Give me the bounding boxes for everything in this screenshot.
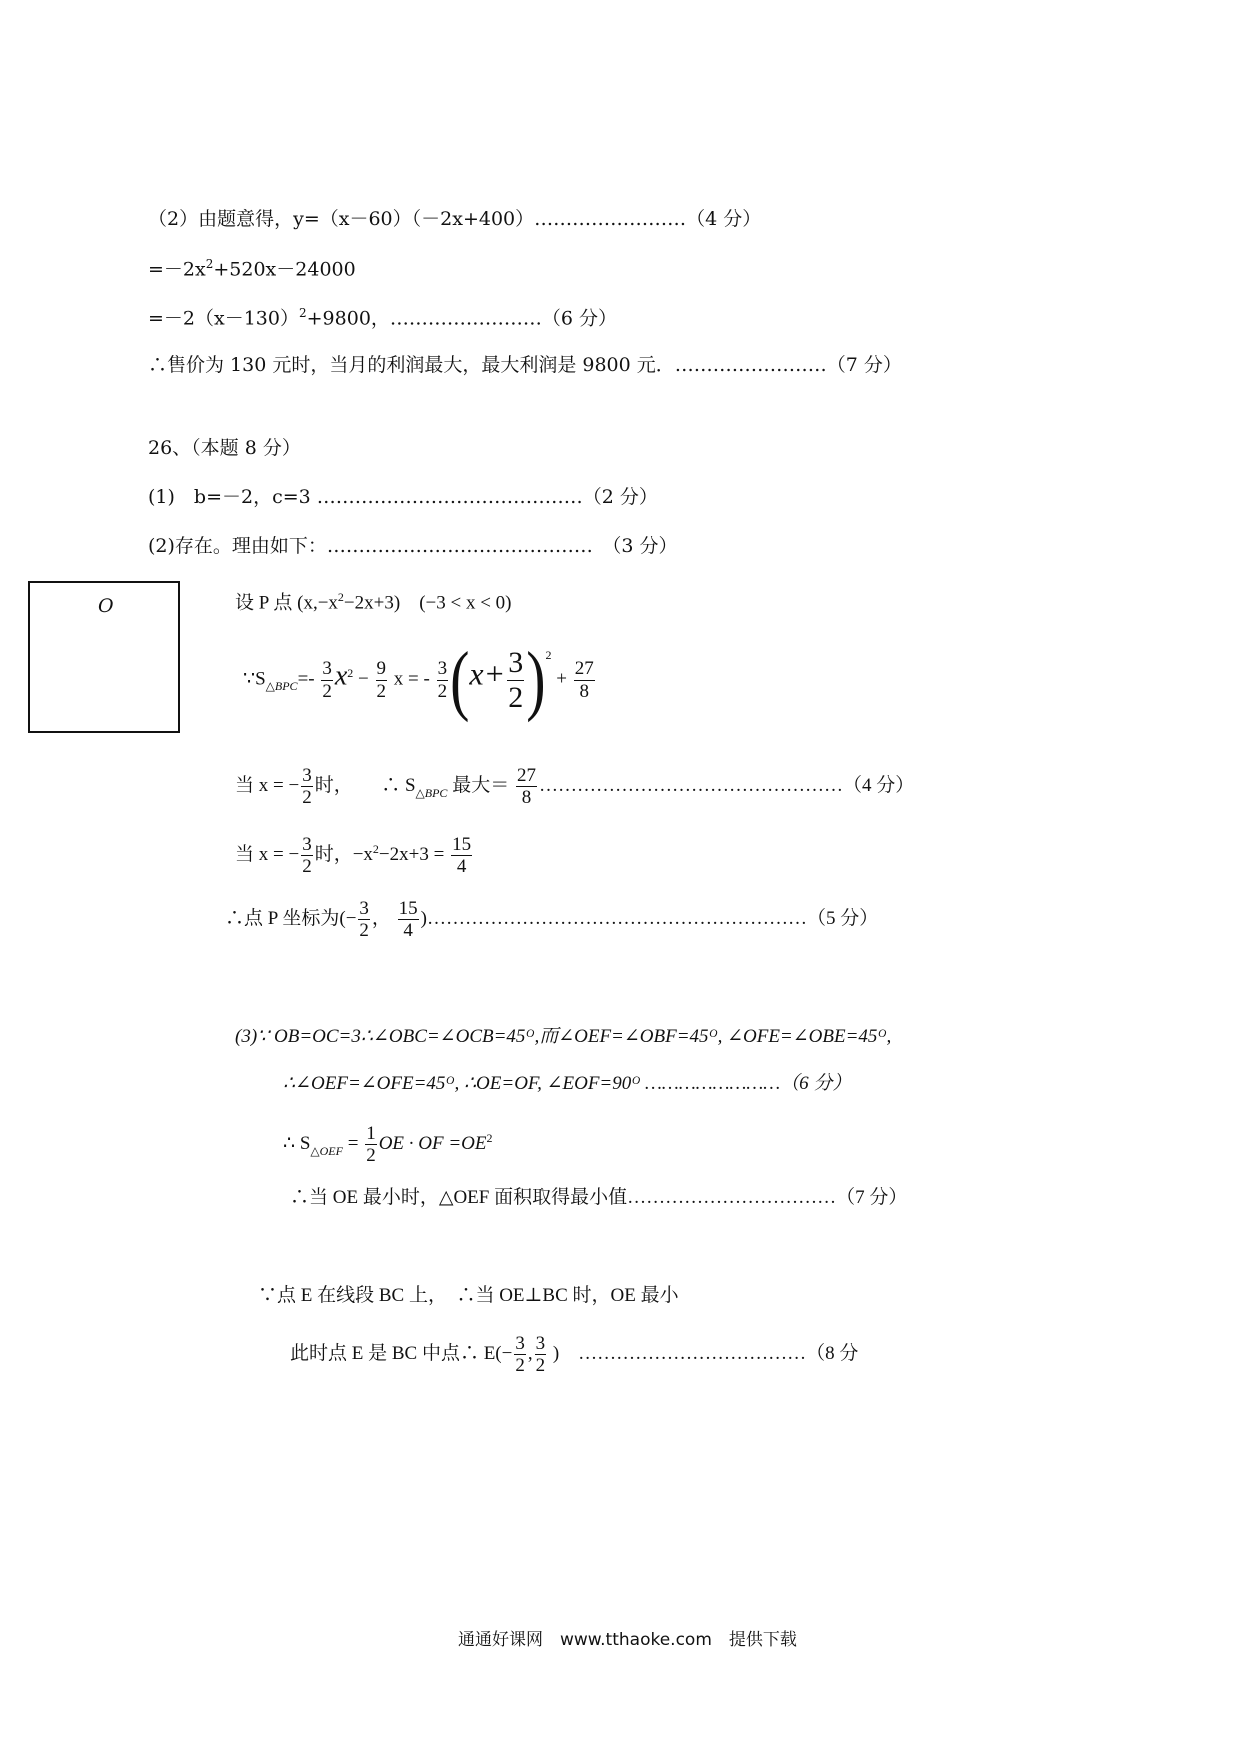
point-e-on-bc: ∵点 E 在线段 BC 上， ∴当 OE⊥BC 时，OE 最小	[258, 1285, 679, 1306]
profit-line-1: （2）由题意得，y=（x－60）（－2x+400）……………………（4 分）	[148, 208, 762, 230]
set-point-p: 设 P 点 $(x,-x^2-2x+3)$ (−3 < x < 0)	[235, 590, 512, 614]
area-bpc-equation: $\because S_{\triangle BPC}=-$ $\frac{3}{2}$ $x^2$ − $\frac{9}{2}$ x = - $\frac{3}{2}$ (x+ $\frac{3}{2}$ )$^2$ + $\frac{27}{8}$	[243, 635, 594, 724]
fraction-9-2: $\frac{9}{2}$	[376, 658, 387, 702]
part3-line-1: (3)∵ OB=OC=3∴∠OBC=∠OCB=45ᴼ,而∠OEF=∠OBF=45ᴼ, ∠OFE=∠OBE=45ᴼ,	[235, 1026, 892, 1047]
fraction-3-2: $\frac{3}{2}$	[322, 658, 332, 702]
area-oef-equation: ∴ $S_{\triangle OEF}$ = $\frac{1}{2}$ OE · OF $=OE^2$	[283, 1123, 493, 1167]
min-area-line: ∴当 OE 最小时，△OEF 面积取得最小值……………………………（7 分）	[290, 1187, 908, 1208]
fraction-27-8: $\frac{27}{8}$	[574, 658, 594, 702]
q26-part1: (1) b=－2，c=3 ……………………………………（2 分）	[148, 486, 658, 508]
origin-label: O	[98, 595, 114, 617]
point-p-coordinates: ∴点 P 坐标为(− $\frac{3}{2}$ ， $\frac{15}{4}$ )……………………………………………………（5 分）	[225, 898, 879, 942]
footer-credit: 通通好课网 www.tthaoke.com 提供下载	[458, 1630, 797, 1650]
profit-line-2: $=-2x^2+520x-24000$	[148, 257, 356, 281]
fraction-3-2-b: $\frac{3}{2}$	[437, 658, 448, 702]
part3-line-2: ∴∠OEF=∠OFE=45ᴼ, ∴OE=OF, ∠EOF=90ᴼ ……………………（6 分）	[283, 1073, 852, 1094]
fraction-3-2-big: $\frac{3}{2}$	[508, 646, 524, 714]
q26-header: 26、（本题 8 分）	[148, 437, 301, 459]
when-x-value: 当 x = − $\frac{3}{2}$ 时，$-x^2-2x+3$ = $\frac{15}{4}$	[235, 834, 472, 878]
profit-conclusion: ∴售价为 130 元时，当月的利润最大，最大利润是 9800 元．……………………（7 分）	[148, 354, 902, 376]
q26-part2-intro: (2)存在。理由如下：…………………………………… （3 分）	[148, 535, 678, 557]
midpoint-e: 此时点 E 是 BC 中点∴ E(− $\frac{3}{2}$ , $\frac{3}{2}$ ) ………………………………（8 分	[290, 1333, 859, 1377]
figure-placeholder-box	[28, 581, 180, 733]
when-x-max: 当 x = − $\frac{3}{2}$ 时， ∴ $S_{\triangle BPC}$ 最大＝ $\frac{27}{8}$ …………………………………………（4 分）	[235, 765, 915, 809]
profit-line-3: $=-2(x-130)^2+9800$，……………………（6 分）	[148, 306, 618, 330]
